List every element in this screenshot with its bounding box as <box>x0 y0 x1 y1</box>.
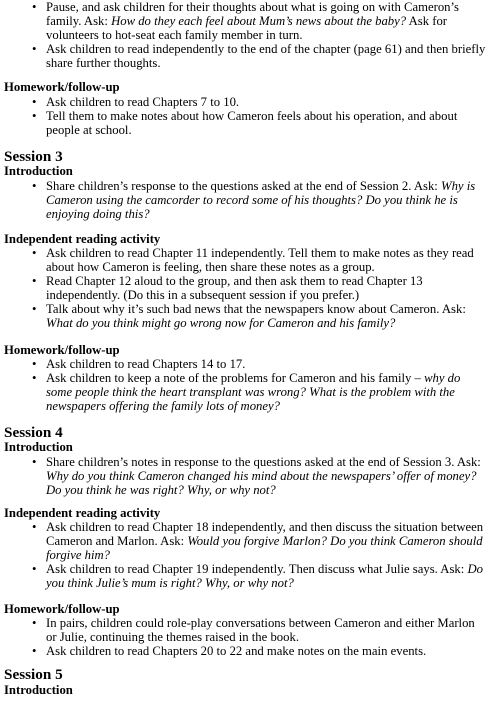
item-text: Ask children to read independently to the end of the chapter (page 61) and then briefly share further thoughts. <box>46 42 486 71</box>
session-3-intro-heading: Introduction <box>4 164 73 178</box>
list-item <box>0 616 495 644</box>
item-text: Ask children to read Chapter 18 independently, and then discuss the situation between Cameron and Marlon. Ask: <box>46 520 484 549</box>
item-text: Ask children to read Chapters 20 to 22 and make notes on the main events. <box>46 644 427 659</box>
question-text: Why is Cameron using the camcorder to record some of his thoughts? Do you think he is enjoying doing this? <box>46 179 476 222</box>
question-text: why do some people think the heart transplant was wrong? What is the problem with the newspapers offering the family lots of money? <box>46 371 461 414</box>
session-3-reading-list <box>0 246 495 331</box>
homework-heading-1: Homework/follow-up <box>4 80 120 94</box>
bullet-icon: • <box>32 357 37 371</box>
list-item <box>0 179 495 221</box>
homework-list-1 <box>0 95 495 137</box>
bullet-icon: • <box>32 274 37 289</box>
bullet-icon: • <box>32 95 37 109</box>
bullet-icon: • <box>32 520 37 534</box>
bullet-icon: • <box>32 109 37 124</box>
item-text: Ask children to read Chapters 7 to 10. <box>46 95 240 109</box>
item-text: Ask children to read Chapter 11 independently. Tell them to make notes as they read about how Cameron is feeling, then share these notes as a group. <box>46 246 474 275</box>
list-item <box>0 520 495 562</box>
top-bullet-list <box>0 0 495 70</box>
list-item <box>0 42 495 70</box>
item-text: Share children’s response to the questions asked at the end of Session 2. Ask: <box>46 179 442 193</box>
question-text: How do they each feel about Mum’s news about the baby? <box>111 14 407 29</box>
bullet-icon: • <box>32 179 37 193</box>
question-text: Why do you think Cameron changed his mind about the newspapers’ offer of money? Do you think he was right? Why, or why not? <box>46 469 477 498</box>
list-item <box>0 95 495 109</box>
bullet-icon: • <box>32 455 37 469</box>
list-item <box>0 274 495 302</box>
list-item <box>0 455 495 497</box>
session-5-intro-heading: Introduction <box>4 683 73 697</box>
item-text: Tell them to make notes about how Cameron feels about his operation, and about people at school. <box>46 109 458 138</box>
item-text: Share children’s notes in response to the questions asked at the end of Session 3. Ask: <box>46 455 481 469</box>
list-item <box>0 302 495 330</box>
question-text: Do you think Julie’s mum is right? Why, or why not? <box>46 562 483 591</box>
session-4-homework-list <box>0 616 495 658</box>
bullet-icon: • <box>32 42 37 57</box>
session-3-homework-heading: Homework/follow-up <box>4 343 120 357</box>
bullet-icon: • <box>32 0 37 14</box>
bullet-icon: • <box>32 302 37 317</box>
list-item <box>0 357 495 371</box>
item-text: Ask children to keep a note of the problems for Cameron and his family – <box>46 371 425 386</box>
bullet-icon: • <box>32 562 37 577</box>
session-3-homework-list <box>0 357 495 413</box>
session-3-intro-list <box>0 179 495 221</box>
item-text: Talk about why it’s such bad news that the newspapers know about Cameron. Ask: <box>46 302 466 317</box>
bullet-icon: • <box>32 371 37 386</box>
session-5-title: Session 5 <box>4 666 63 683</box>
list-item <box>0 246 495 274</box>
list-item <box>0 371 495 413</box>
question-text: Would you forgive Marlon? Do you think Cameron should forgive him? <box>46 534 483 563</box>
question-text: What do you think might go wrong now for Cameron and his family? <box>46 316 396 331</box>
item-text: Read Chapter 12 aloud to the group, and then ask them to read Chapter 13 independently. (Do this in a subsequent session if you prefer.) <box>46 274 423 303</box>
item-text: Ask children to read Chapter 19 independently. Then discuss what Julie says. Ask: <box>46 562 468 577</box>
list-item <box>0 109 495 137</box>
session-4-reading-heading: Independent reading activity <box>4 506 161 520</box>
list-item <box>0 562 495 590</box>
session-4-intro-heading: Introduction <box>4 440 73 454</box>
session-4-intro-list <box>0 455 495 497</box>
session-3-title: Session 3 <box>4 148 63 165</box>
session-4-reading-list <box>0 520 495 590</box>
bullet-icon: • <box>32 246 37 260</box>
list-item <box>0 644 495 658</box>
session-4-title: Session 4 <box>4 424 63 441</box>
session-4-homework-heading: Homework/follow-up <box>4 602 120 616</box>
bullet-icon: • <box>32 616 37 630</box>
item-text: In pairs, children could role-play conversations between Cameron and either Marlon or Julie, continuing the themes raised in the book. <box>46 616 475 645</box>
session-3-reading-heading: Independent reading activity <box>4 232 161 246</box>
item-text: Pause, and ask children for their thoughts about what is going on with Cameron’s family. Ask: <box>46 0 459 29</box>
bullet-icon: • <box>32 644 37 659</box>
item-text: Ask for volunteers to hot-seat each family member in turn. <box>46 14 448 43</box>
item-text: Ask children to read Chapters 14 to 17. <box>46 357 246 371</box>
list-item <box>0 0 495 42</box>
